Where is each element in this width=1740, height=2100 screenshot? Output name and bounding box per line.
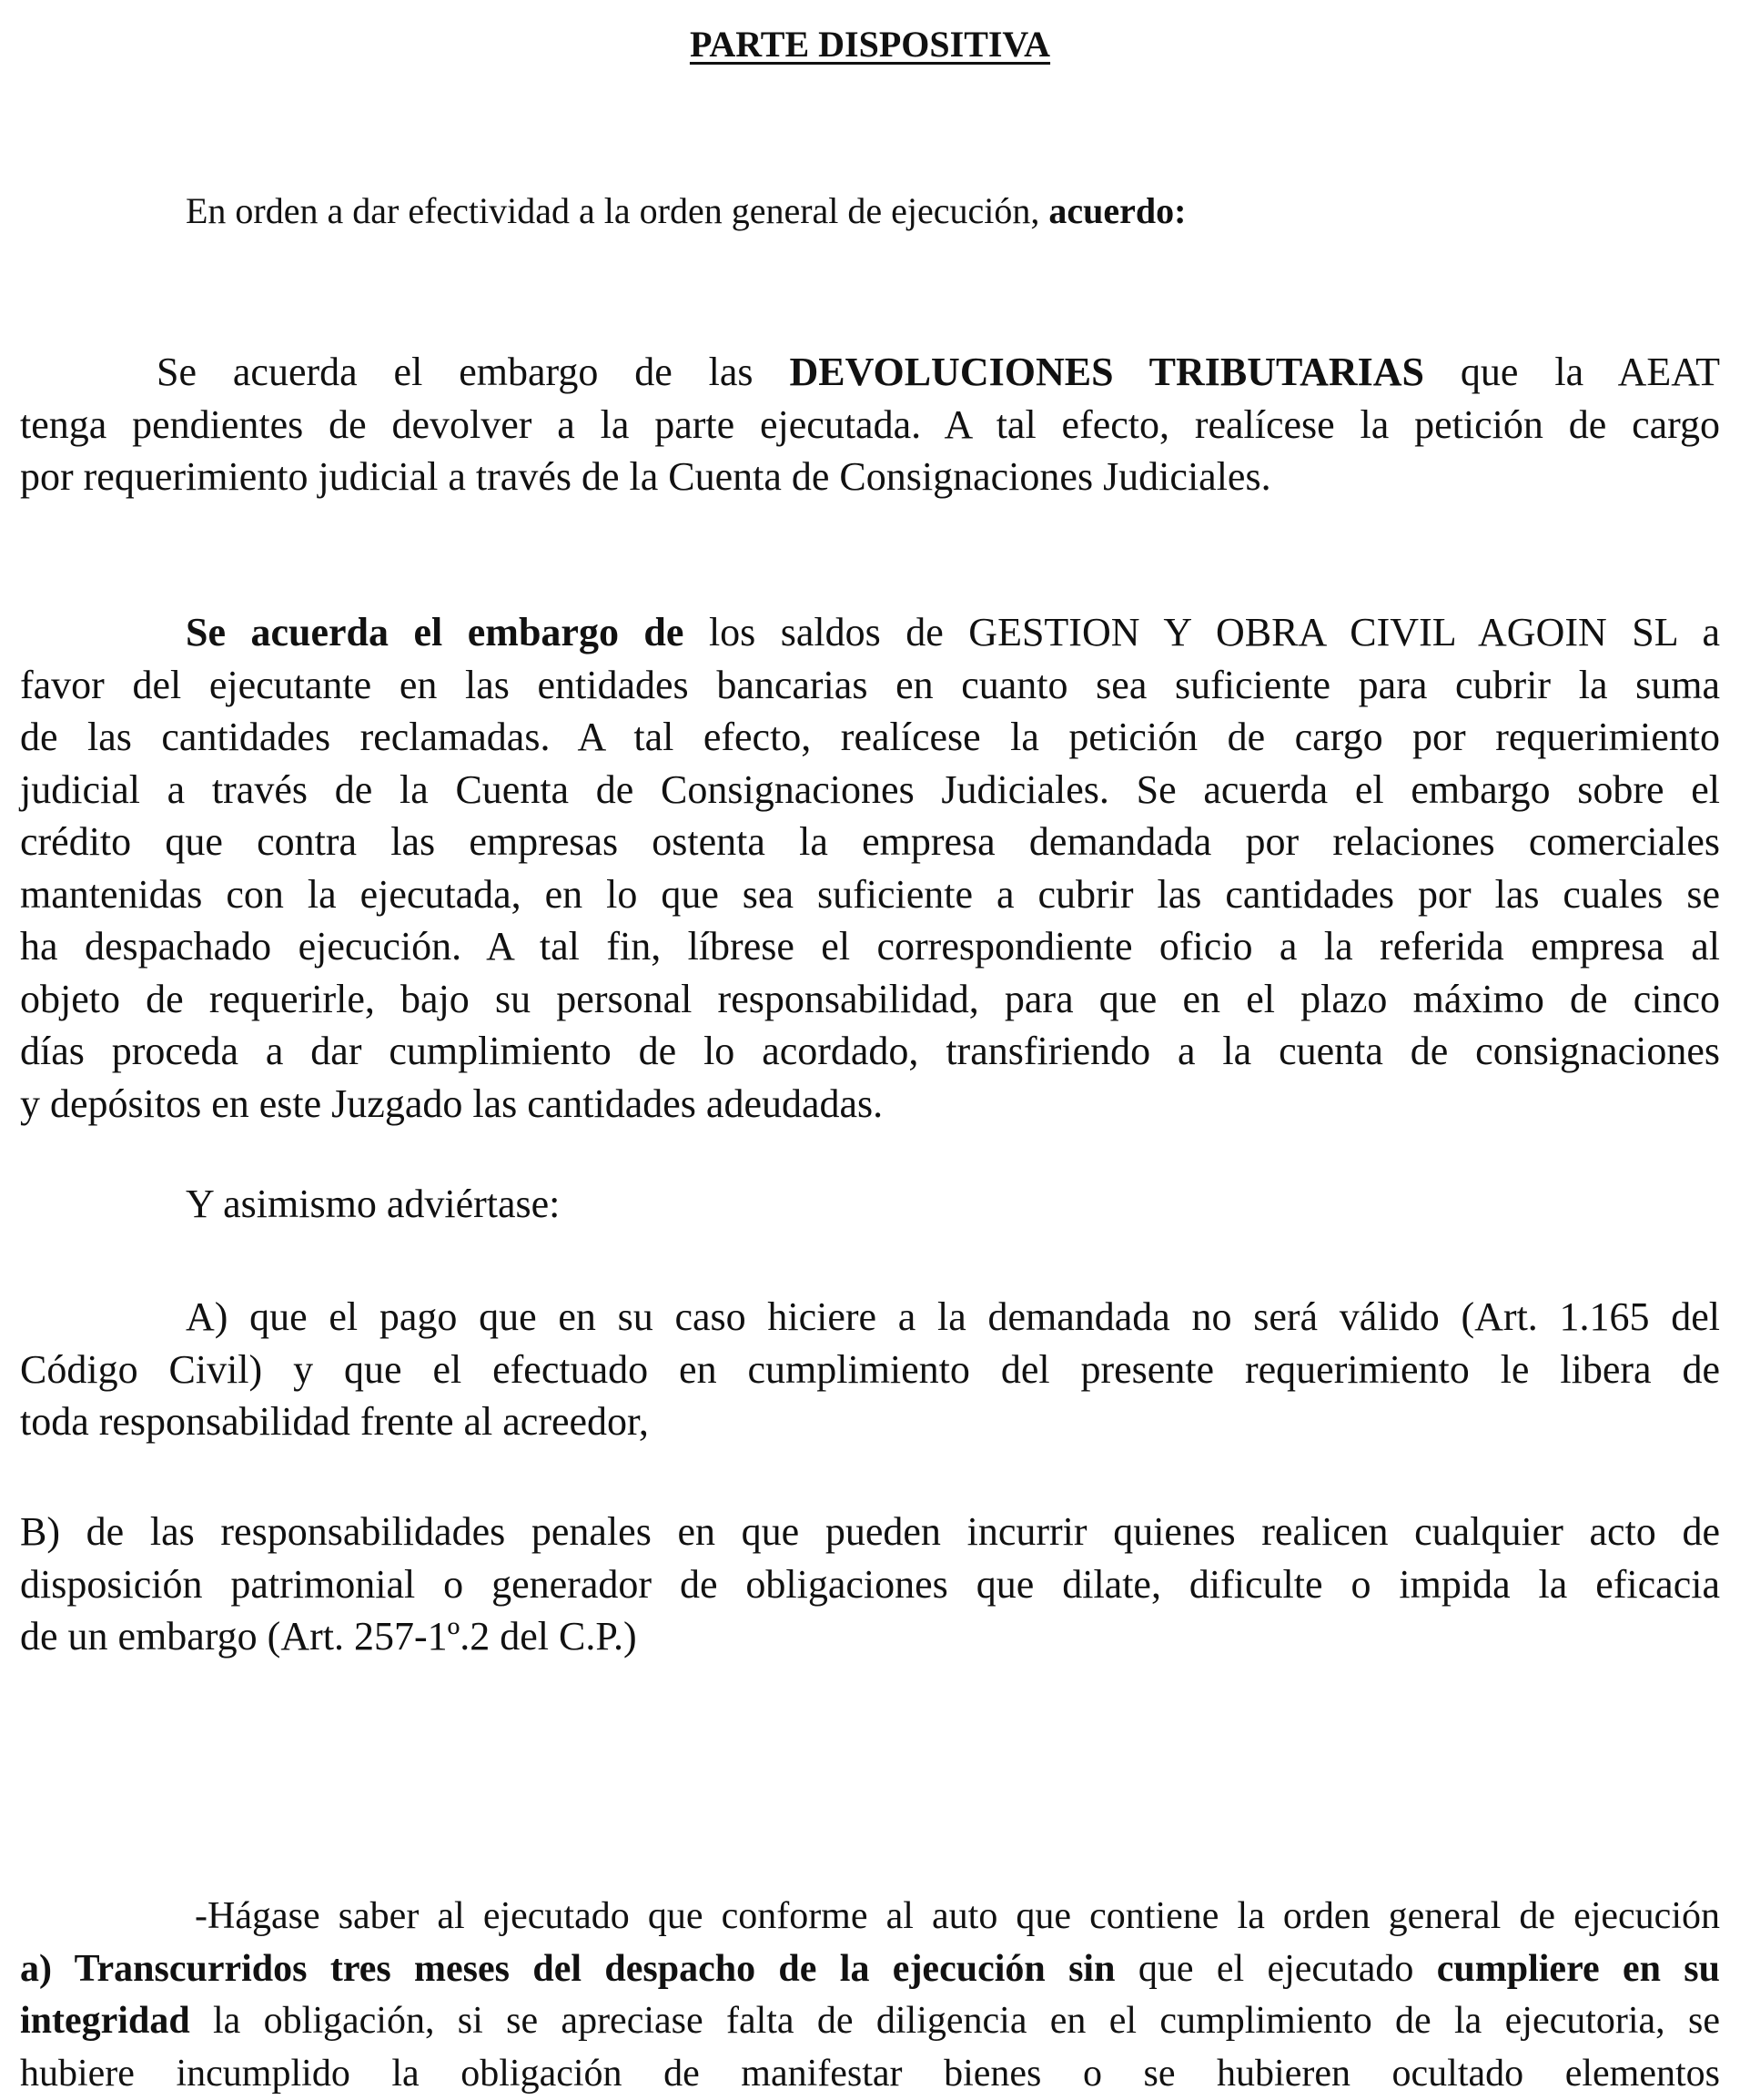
- paragraph-line: -Hágase saber al ejecutado que conforme al auto que contiene la orden general de ejecución: [20, 1891, 1720, 1943]
- paragraph-bank-balances: [20, 606, 1720, 1130]
- intro-sentence: [186, 186, 1186, 237]
- paragraph-line: días proceda a dar cumplimiento de lo acordado, transfiriendo a la cuenta de consignaciones: [20, 1025, 1720, 1078]
- paragraph-line: por requerimiento judicial a través de la Cuenta de Consignaciones Judiciales.: [20, 451, 1720, 503]
- paragraph-line: disposición patrimonial o generador de obligaciones que dilate, dificulte o impida la eficacia: [20, 1558, 1720, 1611]
- paragraph-line: hubiere incumplido la obligación de manifestar bienes o se hubieren ocultado elementos: [20, 2048, 1720, 2100]
- paragraph-line: mantenidas con la ejecutada, en lo que sea suficiente a cubrir las cantidades por las cuales se: [20, 868, 1720, 921]
- paragraph-line: tenga pendientes de devolver a la parte ejecutada. A tal efecto, realícese la petición de cargo: [20, 399, 1720, 451]
- paragraph-line: de las cantidades reclamadas. A tal efecto, realícese la petición de cargo por requerimiento: [20, 711, 1720, 764]
- paragraph-line: favor del ejecutante en las entidades bancarias en cuanto sea suficiente para cubrir la suma: [20, 659, 1720, 712]
- text-span: que el ejecutado: [1138, 1948, 1414, 1990]
- paragraph-line: y depósitos en este Juzgado las cantidades adeudadas.: [20, 1078, 1720, 1131]
- text-span: Se acuerda el embargo de las: [157, 350, 754, 394]
- text-span: los saldos de GESTION Y OBRA CIVIL AGOIN SL a: [709, 610, 1720, 654]
- bold-span: integridad: [20, 2000, 190, 2042]
- paragraph-line: toda responsabilidad frente al acreedor,: [20, 1395, 1720, 1448]
- bold-span: cumpliere en su: [1437, 1948, 1720, 1990]
- paragraph-line: judicial a través de la Cuenta de Consignaciones Judiciales. Se acuerda el embargo sobre el: [20, 764, 1720, 817]
- text-span: que la AEAT: [1461, 350, 1720, 394]
- paragraph-line: A) que el pago que en su caso hiciere a la demandada no será válido (Art. 1.165 del: [20, 1291, 1720, 1344]
- paragraph-line: objeto de requerirle, bajo su personal responsabilidad, para que en el plazo máximo de cinco: [20, 973, 1720, 1026]
- paragraph-line: ha despachado ejecución. A tal fin, líbrese el correspondiente oficio a la referida empresa al: [20, 920, 1720, 973]
- paragraph-line: [20, 1995, 1720, 2048]
- paragraph-line: crédito que contra las empresas ostenta la empresa demandada por relaciones comerciales: [20, 816, 1720, 868]
- paragraph-item-a: [20, 1291, 1720, 1448]
- intro-bold: acuerdo:: [1048, 190, 1186, 231]
- intro-text: En orden a dar efectividad a la orden general de ejecución,: [186, 190, 1039, 231]
- paragraph-line: Código Civil) y que el efectuado en cumplimiento del presente requerimiento le libera de: [20, 1344, 1720, 1396]
- text-span: la obligación, si se apreciase falta de diligencia en el cumplimiento de la ejecutoria, se: [213, 2000, 1720, 2042]
- paragraph-advertise: [20, 1178, 1720, 1231]
- paragraph-line: [20, 606, 1720, 659]
- paragraph-line: B) de las responsabilidades penales en que pueden incurrir quienes realicen cualquier acto de: [20, 1506, 1720, 1558]
- bold-span: DEVOLUCIONES TRIBUTARIAS: [789, 350, 1424, 394]
- bold-span: Se acuerda el embargo de: [186, 610, 683, 654]
- paragraph-line: [20, 1943, 1720, 1996]
- paragraph-item-b: [20, 1506, 1720, 1663]
- paragraph-line: de un embargo (Art. 257-1º.2 del C.P.): [20, 1610, 1720, 1663]
- paragraph-line: [20, 346, 1720, 399]
- paragraph-notice: [20, 1891, 1720, 2100]
- page-title: PARTE DISPOSITIVA: [0, 20, 1740, 69]
- paragraph-line: Y asimismo adviértase:: [20, 1178, 1720, 1231]
- paragraph-tax-refunds: [20, 346, 1720, 503]
- bold-span: a) Transcurridos tres meses del despacho de la ejecución sin: [20, 1948, 1115, 1990]
